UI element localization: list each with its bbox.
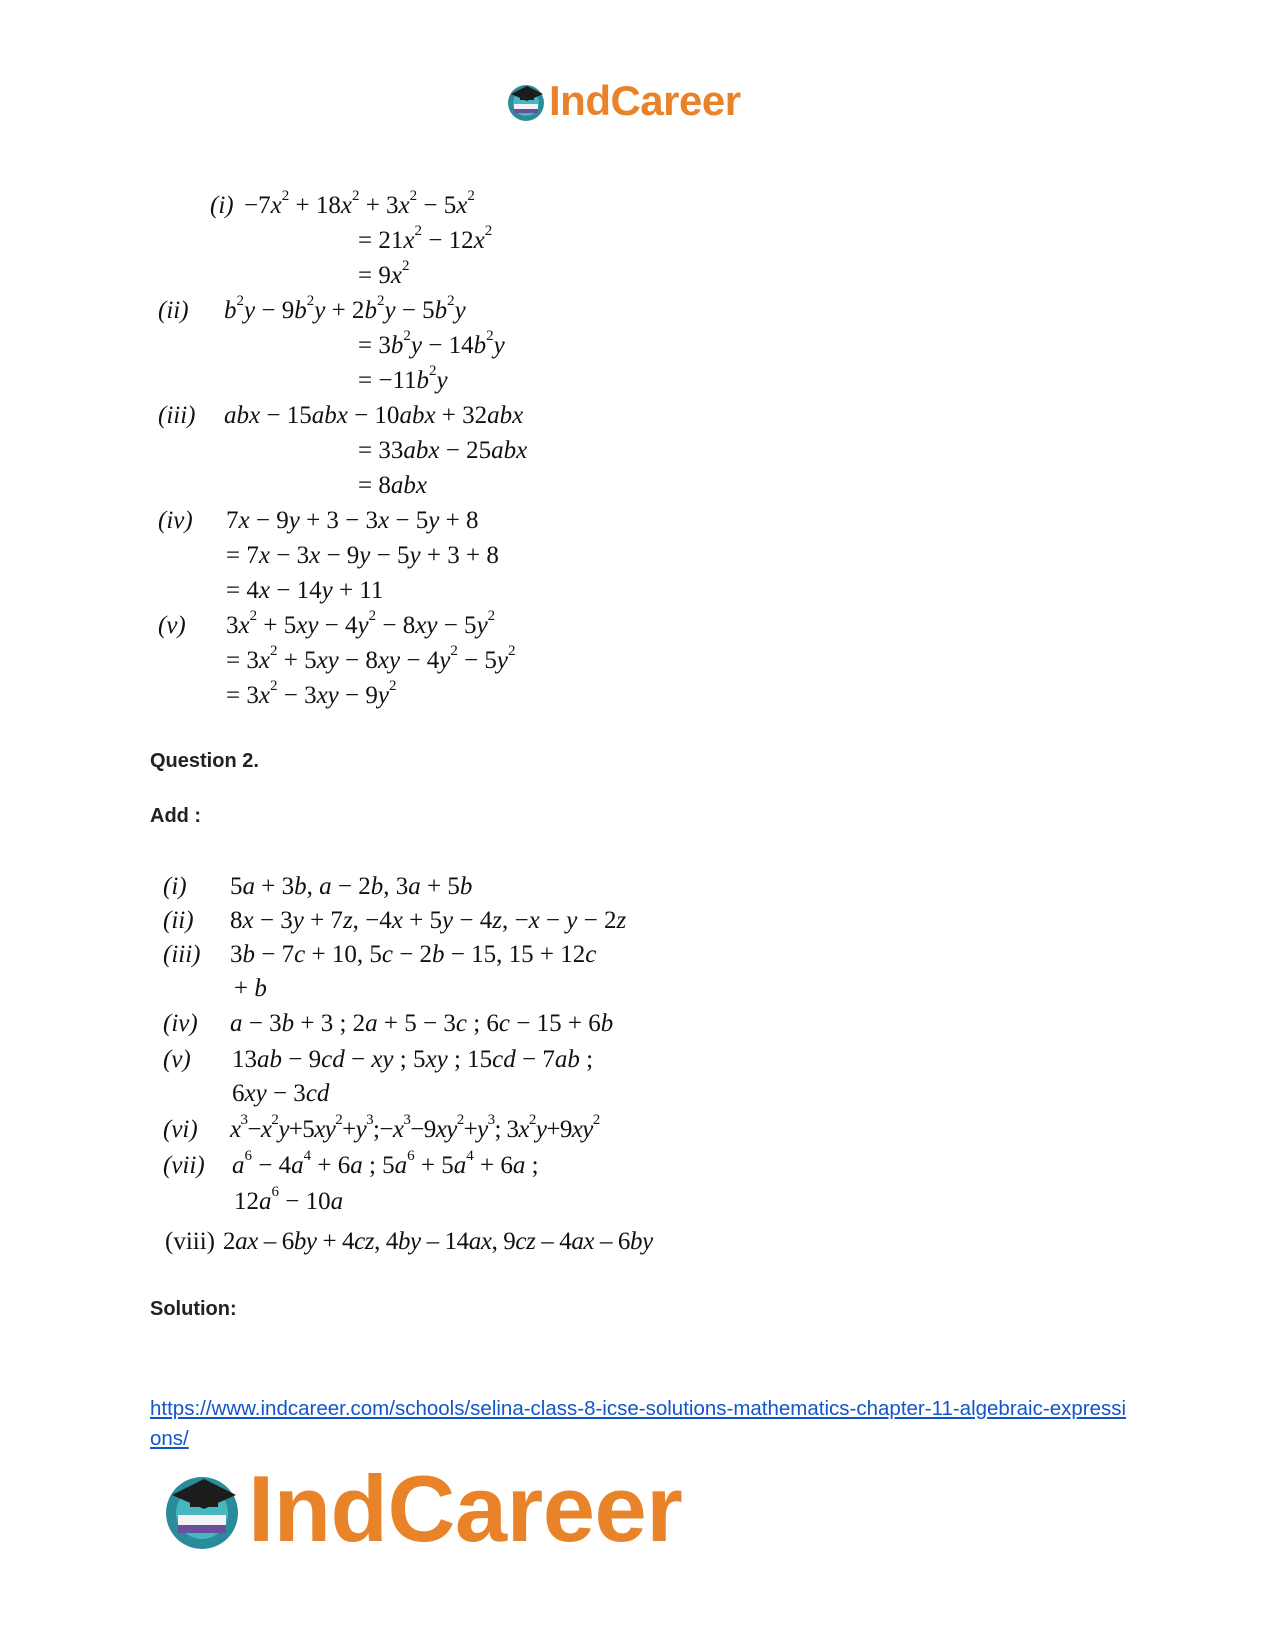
- item-label: (vi): [163, 1116, 198, 1143]
- math-line: 8x − 3y + 7z, −4x + 5y − 4z, −x − y − 2z: [230, 907, 627, 934]
- item-label: (iii): [158, 402, 196, 429]
- math-line: = $21x^2 - 12x^2$: [358, 223, 493, 254]
- math-line: = 8abx: [358, 472, 427, 499]
- math-line: = $3b^2y - 14b^2y$: [358, 328, 505, 359]
- math-line: = 7x − 3x − 9y − 5y + 3 + 8: [226, 542, 499, 569]
- header-logo: [505, 77, 741, 124]
- math-line: = $-11b^2y$: [358, 363, 448, 394]
- math-line: + b: [234, 975, 267, 1002]
- math-line: 2ax – 6by + 4cz, 4by – 14ax, 9cz – 4ax – 6by: [223, 1228, 653, 1255]
- math-line: = $9x^2$: [358, 258, 410, 289]
- item-label: (iv): [158, 507, 193, 534]
- question-heading: Question 2.: [150, 750, 259, 772]
- item-label: (ii): [158, 297, 189, 324]
- logo-text: IndCareer: [248, 1456, 683, 1561]
- math-line: $b^2y - 9b^2y + 2b^2y - 5b^2y$: [224, 293, 466, 324]
- graduation-cap-globe-icon: [505, 80, 547, 122]
- math-line: 3b − 7c + 10, 5c − 2b − 15, 15 + 12c: [230, 941, 597, 968]
- math-line: a − 3b + 3 ; 2a + 5 − 3c ; 6c − 15 + 6b: [230, 1010, 614, 1037]
- math-line: = 4x − 14y + 11: [226, 577, 384, 604]
- math-line: 6xy − 3cd: [232, 1080, 330, 1107]
- item-label: (ii): [163, 907, 194, 934]
- item-label: (i): [163, 873, 187, 900]
- math-line: $3x^2 + 5xy - 4y^2 - 8xy - 5y^2$: [226, 608, 496, 639]
- math-line: $12a^6 - 10a$: [234, 1184, 344, 1215]
- graduation-cap-globe-icon: [160, 1467, 244, 1551]
- item-label: (viii): [165, 1228, 215, 1255]
- math-line: $a^6 - 4a^4 + 6a$ ; $5a^6 + 5a^4 + 6a$ ;: [232, 1148, 539, 1179]
- question-instruction: Add :: [150, 805, 202, 827]
- solution-heading: Solution:: [150, 1298, 237, 1320]
- item-label: (i): [210, 192, 234, 219]
- math-line: = $3x^2 + 5xy - 8xy - 4y^2 - 5y^2$: [226, 643, 516, 674]
- math-line: 5a + 3b, a − 2b, 3a + 5b: [230, 873, 473, 900]
- logo-text: IndCareer: [549, 77, 741, 124]
- item-label: (v): [163, 1046, 191, 1073]
- item-label: (iv): [163, 1010, 198, 1037]
- math-line: $x^3-x^2y+5xy^2+y^3;-x^3-9xy^2+y^3$; $3x^2y+9xy^2$: [230, 1112, 600, 1143]
- item-label: (v): [158, 612, 186, 639]
- math-line: $-7x^2 + 18x^2 + 3x^2 - 5x^2$: [244, 188, 475, 219]
- item-label: (vii): [163, 1152, 205, 1179]
- footer-logo: [160, 1456, 683, 1561]
- math-line: 13ab − 9cd − xy ; 5xy ; 15cd − 7ab ;: [232, 1046, 594, 1073]
- math-line: = 33abx − 25abx: [358, 437, 528, 464]
- math-line: 7x − 9y + 3 − 3x − 5y + 8: [226, 507, 479, 534]
- math-line: = $3x^2 - 3xy - 9y^2$: [226, 678, 397, 709]
- item-label: (iii): [163, 941, 201, 968]
- math-line: abx − 15abx − 10abx + 32abx: [224, 402, 524, 429]
- source-link[interactable]: https://www.indcareer.com/schools/selina-class-8-icse-solutions-mathematics-chapter-11-algebraic-expressions/: [150, 1397, 1127, 1450]
